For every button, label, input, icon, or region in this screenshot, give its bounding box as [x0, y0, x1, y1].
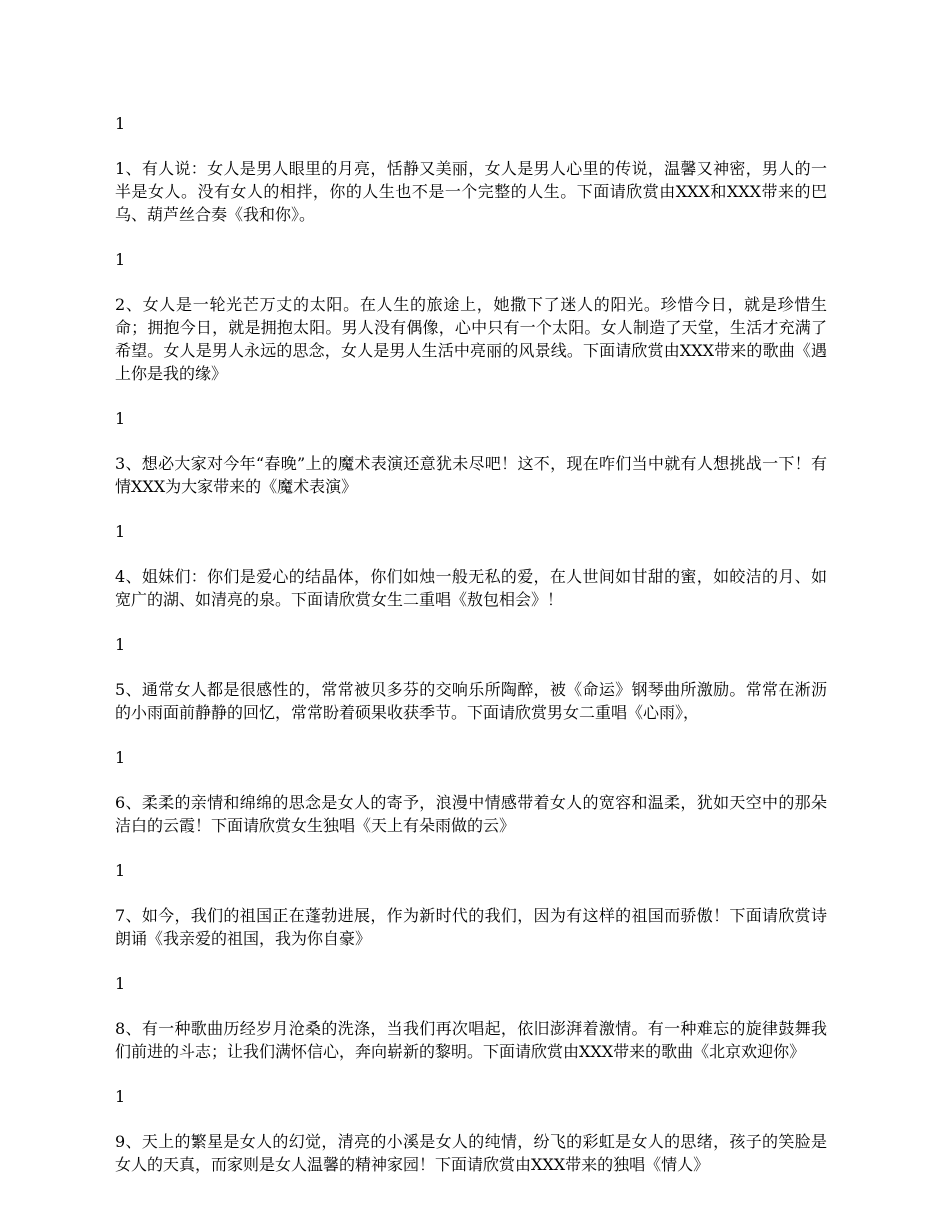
paragraph-1: 1、有人说：女人是男人眼里的月亮，恬静又美丽，女人是男人心里的传说，温馨又神密，男人的一半是女人。没有女人的相拌，你的人生也不是一个完整的人生。下面请欣赏由XXX和XXX带来的巴乌、葫芦丝合奏《我和你》。	[115, 159, 827, 224]
paragraph-3: 3、想必大家对今年“春晚”上的魔术表演还意犹未尽吧！这不，现在咋们当中就有人想挑战一下！有情XXX为大家带来的《魔术表演》	[115, 454, 827, 496]
paragraph-2: 2、女人是一轮光芒万丈的太阳。在人生的旅途上，她撒下了迷人的阳光。珍惜今日，就是珍惜生命；拥抱今日，就是拥抱太阳。男人没有偶像，心中只有一个太阳。女人制造了天堂，生活才充满了希望。女人是男人永远的思念，女人是男人生活中亮丽的风景线。下面请欣赏由XXX带来的歌曲《遇上你是我的缘》	[115, 295, 827, 383]
section-marker: 1	[115, 114, 126, 133]
paragraph-5: 5、通常女人都是很感性的，常常被贝多芬的交响乐所陶醉，被《命运》钢琴曲所激励。常常在淅沥的小雨面前静静的回忆，常常盼着硕果收获季节。下面请欣赏男女二重唱《心雨》，	[115, 680, 827, 722]
section-marker: 1	[115, 522, 126, 541]
paragraph-4: 4、姐妹们：你们是爱心的结晶体，你们如烛一般无私的爱，在人世间如甘甜的蜜，如皎洁的月、如宽广的湖、如清亮的泉。下面请欣赏女生二重唱《敖包相会》！	[115, 567, 827, 609]
paragraph-6: 6、柔柔的亲情和绵绵的思念是女人的寄予，浪漫中情感带着女人的宽容和温柔，犹如天空中的那朵洁白的云霞！下面请欣赏女生独唱《天上有朵雨做的云》	[115, 793, 827, 835]
section-marker: 1	[115, 1087, 126, 1106]
section-marker: 1	[115, 635, 126, 654]
section-marker: 1	[115, 974, 126, 993]
document-body	[115, 112, 827, 1198]
paragraph-9: 9、天上的繁星是女人的幻觉，清亮的小溪是女人的纯情，纷飞的彩虹是女人的思绪，孩子的笑脸是女人的天真，而家则是女人温馨的精神家园！下面请欣赏由XXX带来的独唱《情人》	[115, 1132, 827, 1174]
section-marker: 1	[115, 250, 126, 269]
section-marker: 1	[115, 409, 126, 428]
section-marker: 1	[115, 861, 126, 880]
section-marker: 1	[115, 748, 126, 767]
paragraph-7: 7、如今，我们的祖国正在蓬勃进展，作为新时代的我们，因为有这样的祖国而骄傲！下面请欣赏诗朗诵《我亲爱的祖国，我为你自豪》	[115, 906, 827, 948]
paragraph-8: 8、有一种歌曲历经岁月沧桑的洗涤，当我们再次唱起，依旧澎湃着激情。有一种难忘的旋律鼓舞我们前进的斗志；让我们满怀信心，奔向崭新的黎明。下面请欣赏由XXX带来的歌曲《北京欢迎你》	[115, 1019, 827, 1061]
